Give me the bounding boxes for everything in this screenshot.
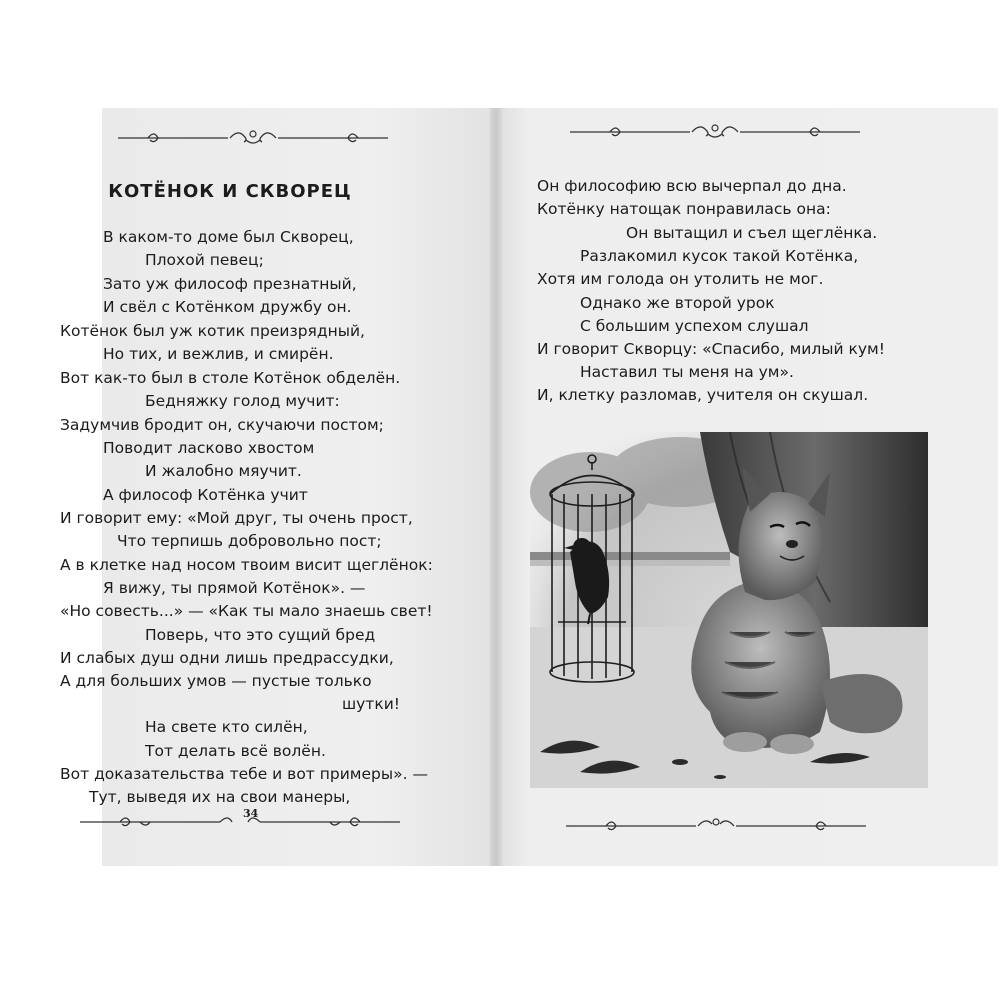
poem-line: Разлакомил кусок такой Котёнка, (580, 247, 859, 265)
poem-line: Котёнок был уж котик преизрядный, (60, 322, 365, 340)
poem-line: А в клетке над носом твоим висит щеглёнок: (60, 556, 433, 574)
poem-line: На свете кто силён, (145, 718, 308, 736)
poem-line: Бедняжку голод мучит: (145, 392, 340, 410)
poem-line: А для больших умов — пустые только (60, 672, 372, 690)
poem-line: Вот доказательства тебе и вот примеры». — (60, 765, 428, 783)
poem-line: Однако же второй урок (580, 294, 775, 312)
poem-line: Наставил ты меня на ум». (580, 363, 794, 381)
poem-line: Задумчив бродит он, скучаючи постом; (60, 416, 384, 434)
poem-line: «Но совесть...» — «Как ты мало знаешь свет! (60, 602, 433, 620)
poem-line: Плохой певец; (145, 251, 264, 269)
poem-line: А философ Котёнка учит (103, 486, 308, 504)
poem-line: Тут, выведя их на свои манеры, (89, 788, 351, 806)
poem-line: Зато уж философ презнатный, (103, 275, 357, 293)
poem-line: И жалобно мяучит. (145, 462, 302, 480)
poem-line: В каком-то доме был Скворец, (103, 228, 354, 246)
book-gutter (490, 108, 502, 866)
poem-line: Он вытащил и съел щеглёнка. (626, 224, 878, 242)
poem-line: Я вижу, ты прямой Котёнок». — (103, 579, 366, 597)
bottom-ornament-left (80, 812, 400, 830)
poem-line: И говорит Скворцу: «Спасибо, милый кум! (537, 340, 885, 358)
poem-line: Что терпишь добровольно пост; (117, 532, 382, 550)
poem-line: И говорит ему: «Мой друг, ты очень прост, (60, 509, 413, 527)
poem-line: И, клетку разломав, учителя он скушал. (537, 386, 869, 404)
poem-line: шутки! (341, 695, 400, 713)
poem-line: Поводит ласково хвостом (103, 439, 315, 457)
page-number: 34 (243, 807, 259, 820)
poem-line: Хотя им голода он утолить не мог. (537, 270, 824, 288)
poem-line: И свёл с Котёнком дружбу он. (103, 298, 352, 316)
top-ornament-right (570, 122, 860, 140)
poem-line: С большим успехом слушал (580, 317, 809, 335)
poem-title: КОТЁНОК И СКВОРЕЦ (108, 181, 352, 202)
poem-line: Тот делать всё волён. (145, 742, 326, 760)
poem-line: Но тих, и вежлив, и смирён. (103, 345, 334, 363)
poem-line: Котёнку натощак понравилась она: (537, 200, 831, 218)
poem-line: И слабых душ одни лишь предрассудки, (60, 649, 394, 667)
poem-line: Он философию всю вычерпал до дна. (537, 177, 847, 195)
poem-line: Поверь, что это сущий бред (145, 626, 376, 644)
cat-and-starling-illustration (530, 432, 928, 788)
bottom-ornament-right (566, 816, 866, 834)
poem-line: Вот как-то был в столе Котёнок обделён. (60, 369, 401, 387)
top-ornament-left (118, 128, 388, 146)
